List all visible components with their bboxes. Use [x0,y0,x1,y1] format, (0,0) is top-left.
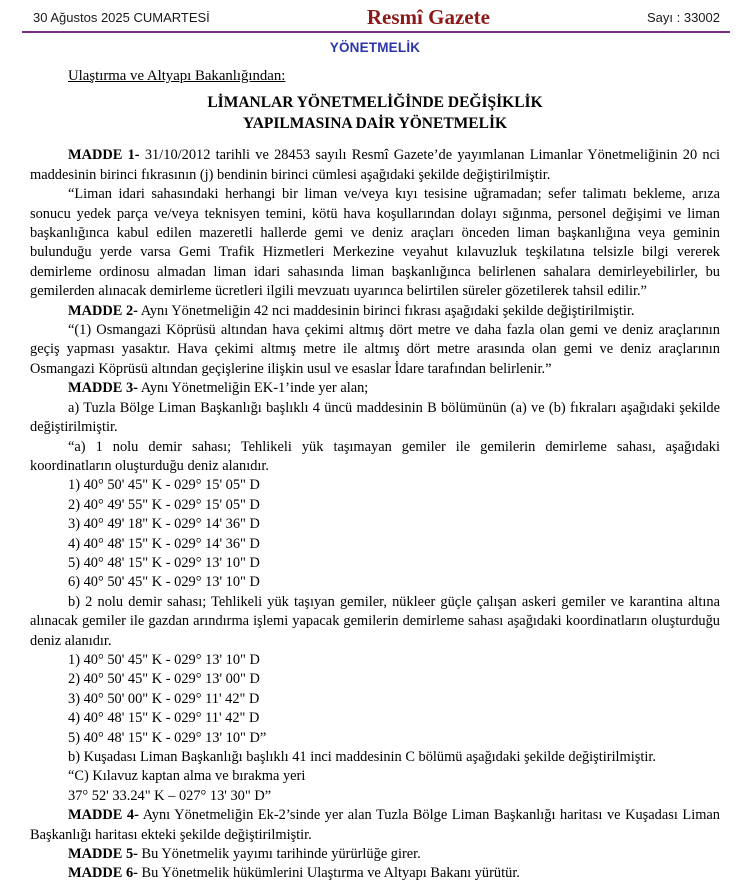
amended-clause-text: “Liman idari sahasındaki herhangi bir liman ve/veya kıyı tesisine uğramadan; sefer talimatı bekleme, arıza sonucu yedek parça ve/veya teknisyen temini, kötü hava koşullarından dolayı sığınma, personel değişimi ve liman başkanlığınca kabul edilen mazeretli hallerde gemi ve deniz araçları önceden liman başkanlığına veya geminin bulunduğu yerde varsa Gemi Trafik Hizmetleri Merkezine veyahut kılavuzluk teşkilatına telsizle bilgi vererek demirleme ordinosu almadan liman idari sahasında liman başkanlığınca belirlenen sahalara demirleyebilirler, bu gemilerden alınacak demirleme ücretleri ilgili mevzuatı uyarınca belirtilen süreler gözetilerek tahsil edilir.” [30,186,720,300]
coordinate-line: 2) 40° 50' 45" K - 029° 13' 00" D [68,671,260,688]
kilavuz-heading-text: “C) Kılavuz kaptan alma ve bırakma yeri [68,768,306,785]
madde-1-text: 31/10/2012 tarihli ve 28453 sayılı Resmî Gazete’de yayımlanan Limanlar Yönetmeliğinin 20 nci maddesinin birinci fıkrasının (j) bendinin birinci cümlesi aşağıdaki şekilde değiştirilmiştir. [30,147,720,183]
coordinate-line: 6) 40° 50' 45" K - 029° 13' 10" D [68,574,260,591]
madde-5-text: Bu Yönetmelik yayımı tarihinde yürürlüğe girer. [137,846,421,863]
document-body [30,146,720,883]
coordinate-line: 3) 40° 50' 00" K - 029° 11' 42" D [68,690,260,707]
madde-5-paragraph [30,845,720,864]
madde-1-label: MADDE 1- [68,147,140,164]
osmangazi-clause-paragraph [30,321,720,379]
ministry-line-text: Ulaştırma ve Altyapı Bakanlığından: [68,68,286,84]
coordinate-line: 1) 40° 50' 45" K - 029° 13' 10" D [68,651,260,668]
demir-sahasi-2-paragraph [30,593,720,651]
masthead-divider [22,31,730,33]
coordinate-line: 4) 40° 48' 15" K - 029° 11' 42" D [68,710,260,727]
gazette-title: Resmî Gazete [366,4,490,29]
madde-2-label: MADDE 2- [68,302,138,319]
osmangazi-clause-text: “(1) Osmangazi Köprüsü altından hava çekimi altmış dört metre ve daha fazla olan gemi ve deniz araçlarının geçiş yapması yasaktır. Hava çekimi altmış metre ile altmış dört metre arasında olan gemi ve deniz araçlarının Osmangazi Köprüsü altından geçişlerine ilişkin usul ve esaslar İdare tarafından belirlenir.” [30,322,720,377]
ministry-line [68,67,720,86]
coordinate-line: 2) 40° 49' 55" K - 029° 15' 05" D [68,496,260,513]
kilavuz-coordinate-line: 37° 52' 33.24" K – 027° 13' 30" D” [68,787,272,804]
madde-3-text: Aynı Yönetmeliğin EK-1’inde yer alan; [137,380,369,397]
document-content [30,67,720,884]
coordinate-line: 5) 40° 48' 15" K - 029° 13' 10" D [68,554,260,571]
ek1-item-b-text: b) Kuşadası Liman Başkanlığı başlıklı 41 inci maddesinin C bölümü aşağıdaki şekilde değiştirilmiştir. [68,749,656,765]
demir-sahasi-2-text: b) 2 nolu demir sahası; Tehlikeli yük taşıyan gemiler, nükleer güçle çalışan askeri gemiler ve karantina altına alınacak gemiler ile gazdan arındırma işlemi yapacak gemilerin demirleme sahası aşağıdaki koordinatların oluşturduğu deniz alanıdır. [30,593,720,649]
coordinate-line: 3) 40° 49' 18" K - 029° 14' 36" D [68,516,260,533]
demir-sahasi-1-text: “a) 1 nolu demir sahası; Tehlikeli yük taşımayan gemiler ile gemilerin demirleme sahası, aşağıdaki koordinatların oluşturduğu deniz alanıdır. [30,438,720,474]
amended-clause-paragraph [30,185,720,301]
madde-2-text: Aynı Yönetmeliğin 42 nci maddesinin birinci fıkrası aşağıdaki şekilde değiştirilmiştir. [137,302,635,319]
coordinate-line: 4) 40° 48' 15" K - 029° 14' 36" D [68,535,260,552]
madde-4-paragraph [30,806,720,845]
gazette-issue-number: Sayı : 33002 [646,9,720,25]
madde-6-label: MADDE 6- [68,865,138,882]
document-title-line-1: LİMANLAR YÖNETMELİĞİNDE DEĞİŞİKLİK [207,94,543,112]
ek1-item-a-text: a) Tuzla Bölge Liman Başkanlığı başlıklı 4 üncü maddesinin B bölümünün (a) ve (b) fıkraları aşağıdaki şekilde değiştirilmiştir. [30,399,720,436]
document-title [30,92,720,134]
madde-2-paragraph [30,302,720,321]
madde-1-paragraph [30,146,720,185]
madde-4-label: MADDE 4- [68,807,139,824]
gazette-date: 30 Ağustos 2025 CUMARTESİ [33,9,210,25]
gazette-masthead [0,0,750,29]
demir-sahasi-1-paragraph [30,438,720,477]
section-heading: YÖNETMELİK [329,40,421,55]
document-title-line-2: YAPILMASINA DAİR YÖNETMELİK [242,115,508,133]
madde-6-paragraph [30,864,720,883]
ek1-item-a-paragraph [30,399,720,438]
kilavuz-heading-line [30,767,720,786]
madde-5-label: MADDE 5- [68,846,138,863]
coordinate-line: 5) 40° 48' 15" K - 029° 13' 10" D” [68,729,267,746]
madde-3-paragraph [30,379,720,398]
madde-4-text: Aynı Yönetmeliğin Ek-2’sinde yer alan Tuzla Bölge Liman Başkanlığı haritası ve Kuşadası Liman Başkanlığı haritası ekteki şekilde değiştirilmiştir. [30,807,720,843]
madde-3-label: MADDE 3- [68,380,138,397]
ek1-item-b-paragraph [30,748,720,767]
madde-6-text: Bu Yönetmelik hükümlerini Ulaştırma ve Altyapı Bakanı yürütür. [137,865,520,882]
coordinate-line: 1) 40° 50' 45" K - 029° 15' 05" D [68,477,260,494]
